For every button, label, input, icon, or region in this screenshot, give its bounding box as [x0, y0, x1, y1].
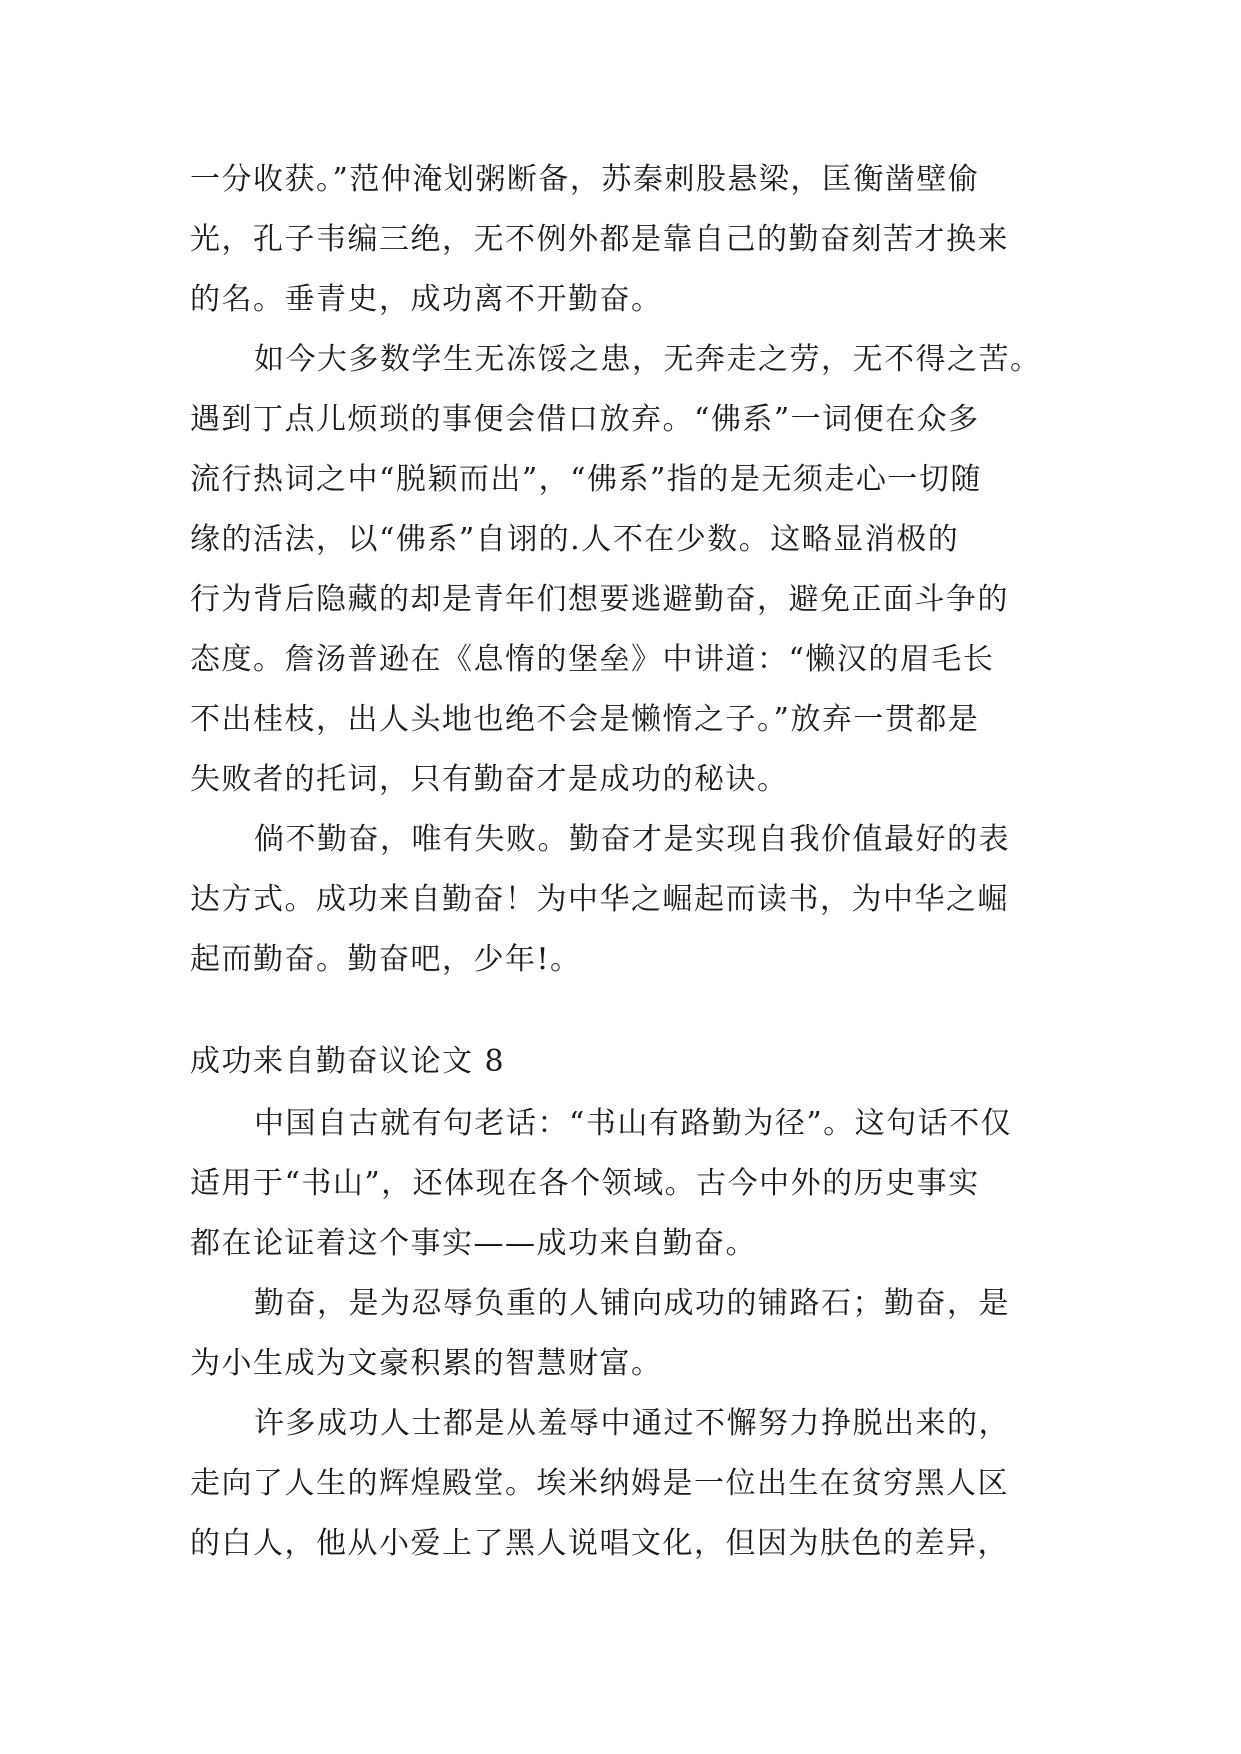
text-line: 遇到丁点儿烦琐的事便会借口放弃。“佛系”一词便在众多 — [190, 402, 980, 437]
text-line: 一分收获。”范仲淹划粥断备，苏秦刺股悬梁，匡衡凿壁偷 — [190, 162, 980, 197]
text-line: 缘的活法，以“佛系”自诩的.人不在少数。这略显消极的 — [190, 522, 960, 557]
text-line: 态度。詹汤普逊在《息惰的堡垒》中讲道：“懒汉的眉毛长 — [190, 642, 995, 677]
text-line: 中国自古就有句老话：“书山有路勤为径”。这句话不仅 — [254, 1106, 1013, 1141]
section-heading: 成功来自勤奋议论文 8 — [190, 1044, 506, 1079]
text-line: 适用于“书山”，还体现在各个领域。古今中外的历史事实 — [190, 1166, 980, 1201]
text-line: 如今大多数学生无冻馁之患，无奔走之劳，无不得之苦。 — [254, 342, 1042, 377]
text-line: 失败者的托词，只有勤奋才是成功的秘诀。 — [190, 762, 789, 797]
text-line: 走向了人生的辉煌殿堂。埃米纳姆是一位出生在贫穷黑人区 — [190, 1466, 1009, 1501]
text-line: 不出桂枝，出人头地也绝不会是懒惰之子。”放弃一贯都是 — [190, 702, 980, 737]
text-line: 都在论证着这个事实——成功来自勤奋。 — [190, 1226, 757, 1261]
text-line: 光，孔子韦编三绝，无不例外都是靠自己的勤奋刻苦才换来 — [190, 222, 1009, 257]
text-line: 许多成功人士都是从羞辱中通过不懈努力挣脱出来的， — [254, 1406, 1010, 1441]
text-line: 的名。垂青史，成功离不开勤奋。 — [190, 282, 663, 317]
text-line: 行为背后隐藏的却是青年们想要逃避勤奋，避免正面斗争的 — [190, 582, 1009, 617]
text-line: 达方式。成功来自勤奋！为中华之崛起而读书，为中华之崛 — [190, 882, 1009, 917]
text-line: 为小生成为文豪积累的智慧财富。 — [190, 1346, 663, 1381]
text-line: 的白人，他从小爱上了黑人说唱文化，但因为肤色的差异， — [190, 1526, 1009, 1561]
text-line: 倘不勤奋，唯有失败。勤奋才是实现自我价值最好的表 — [254, 822, 1010, 857]
text-line: 勤奋，是为忍辱负重的人铺向成功的铺路石；勤奋，是 — [254, 1286, 1010, 1321]
text-line: 流行热词之中“脱颖而出”，“佛系”指的是无须走心一切随 — [190, 462, 982, 497]
text-line: 起而勤奋。勤奋吧，少年!。 — [190, 942, 582, 977]
